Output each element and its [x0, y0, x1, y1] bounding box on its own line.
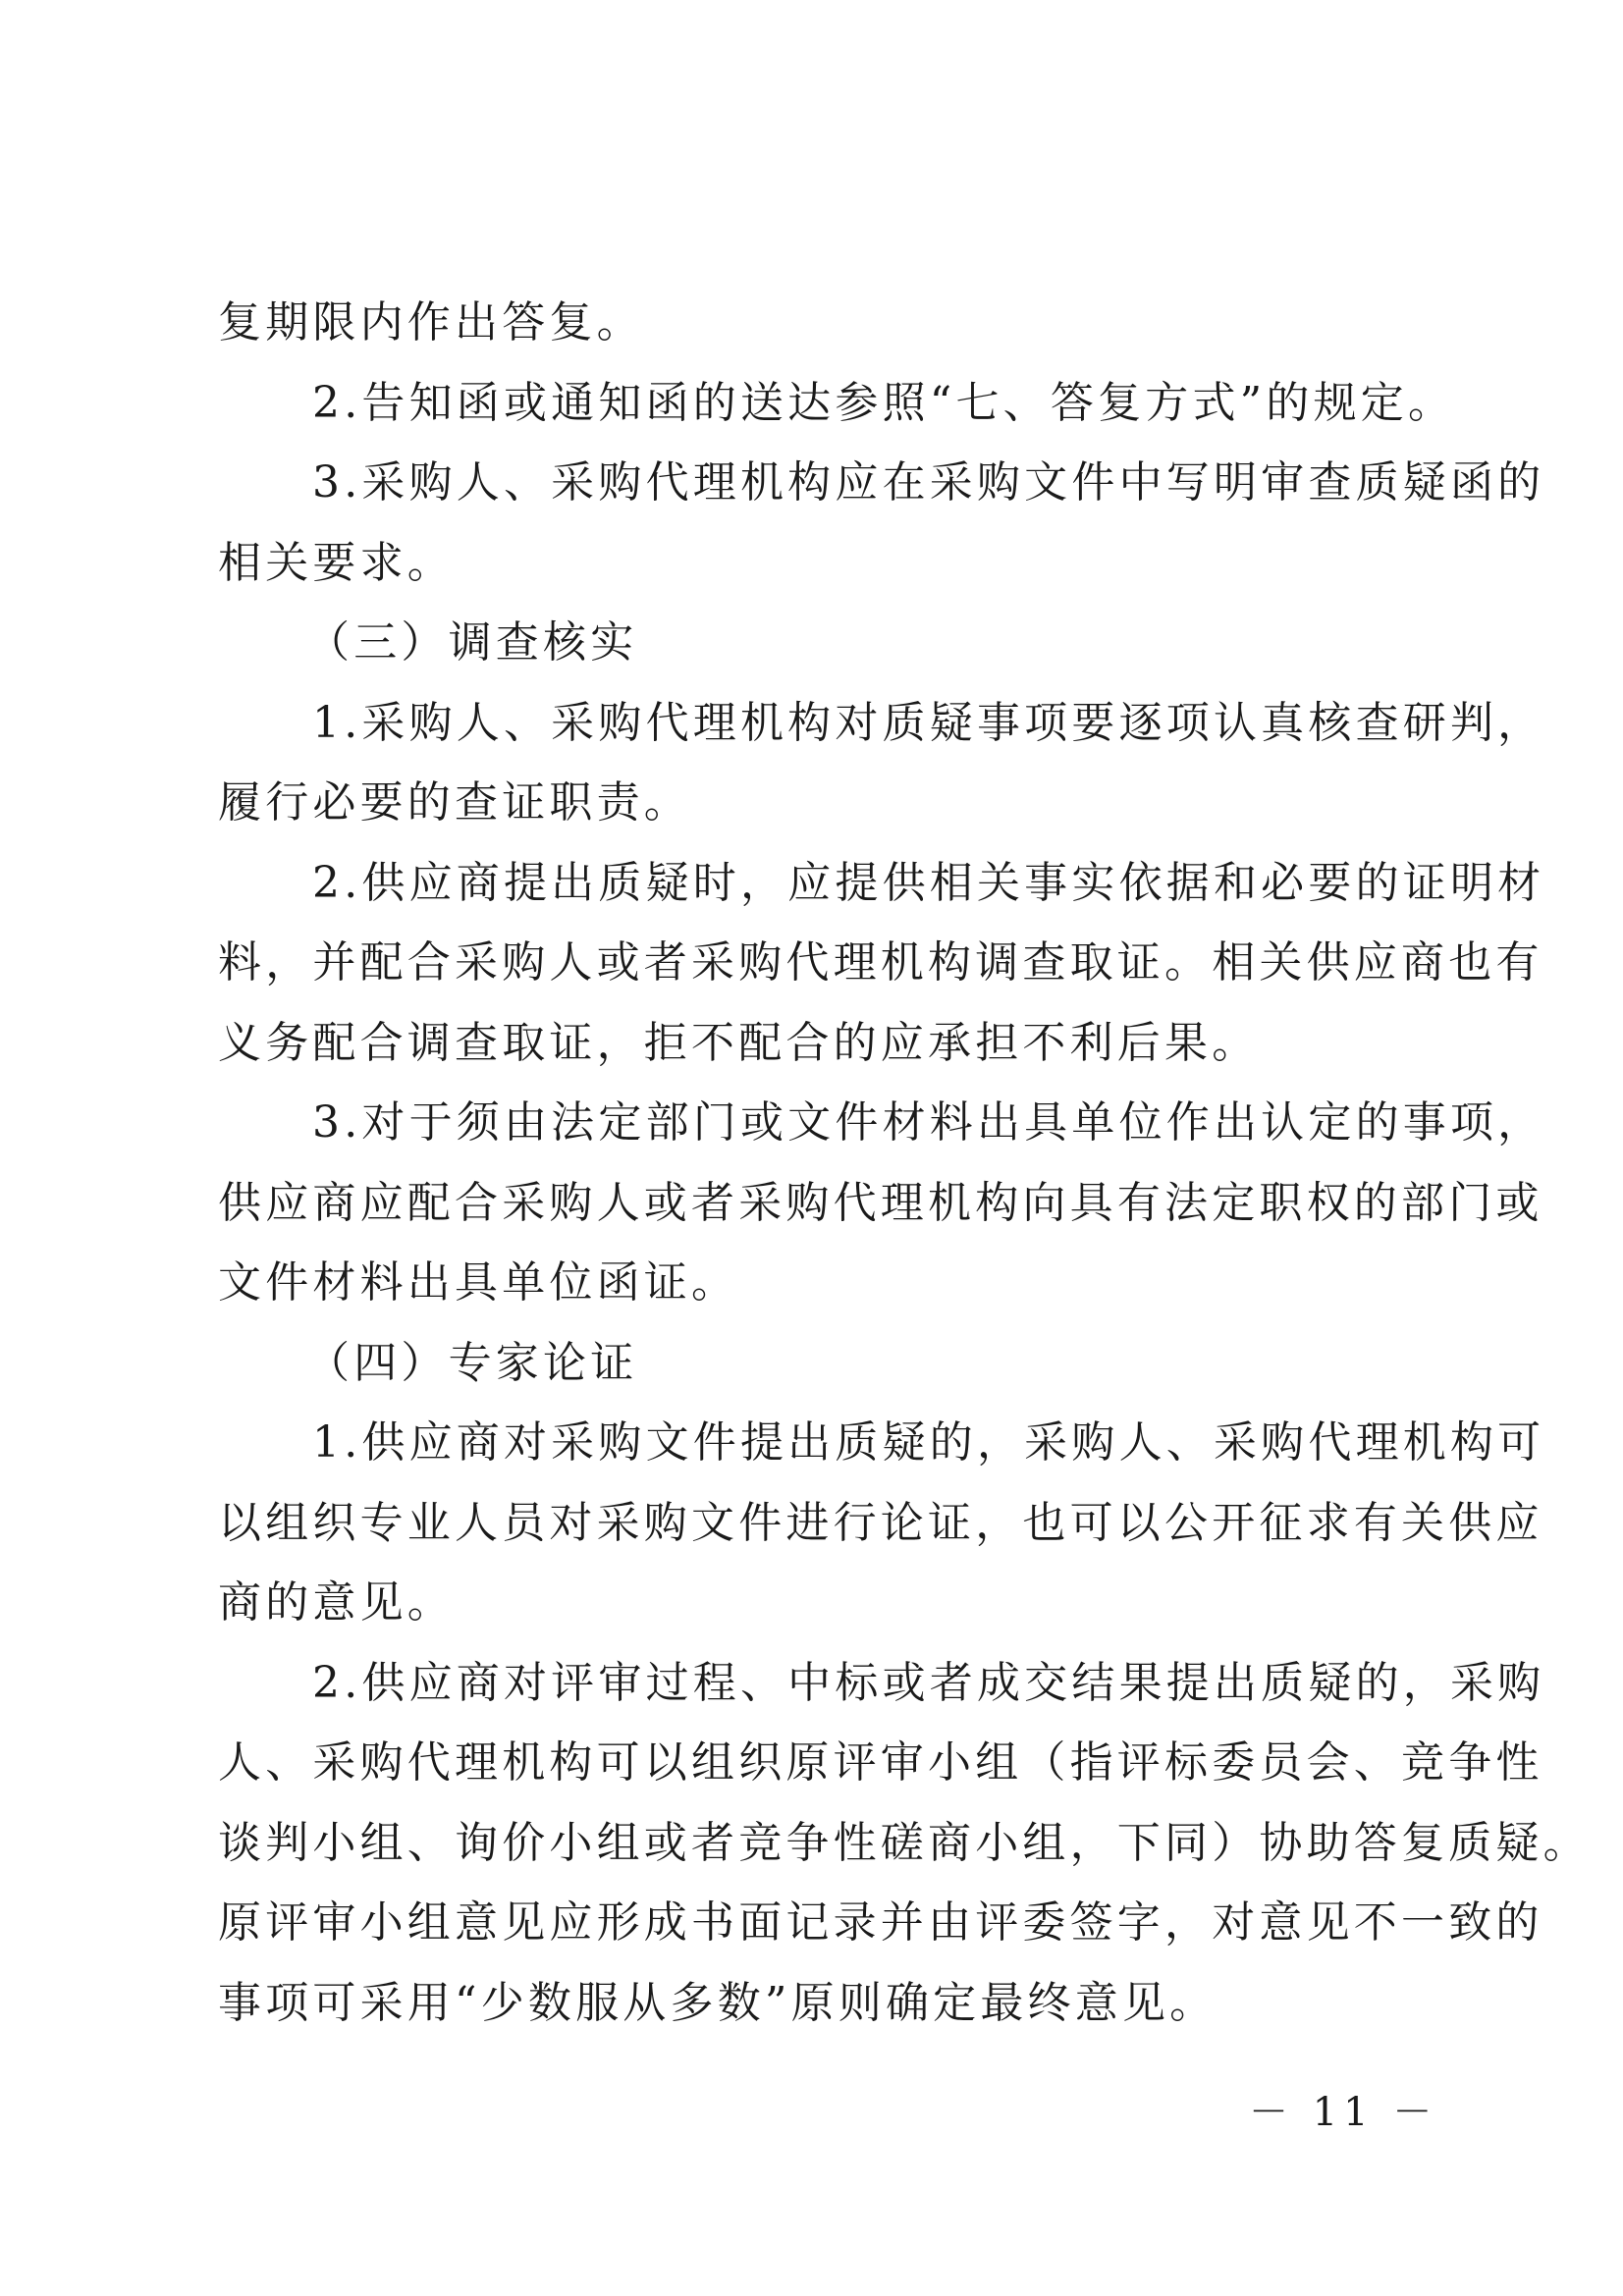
section-heading: （四）专家论证 [306, 1337, 638, 1388]
body-text [218, 283, 1591, 2043]
text-line: 3.对于须由法定部门或文件材料出具单位作出认定的事项， [312, 1097, 1545, 1148]
text-line: 以组织专业人员对采购文件进行论证，也可以公开征求有关供应 [218, 1497, 1543, 1548]
text-line: 3.采购人、采购代理机构应在采购文件中写明审查质疑函的 [312, 457, 1545, 507]
text-line: 谈判小组、询价小组或者竞争性磋商小组，下同）协助答复质疑。 [218, 1817, 1591, 1868]
text-line: 料，并配合采购人或者采购代理机构调查取证。相关供应商也有 [218, 937, 1543, 988]
text-line: 事项可采用“少数服从多数”原则确定最终意见。 [218, 1977, 1217, 2028]
text-line: 文件材料出具单位函证。 [218, 1257, 739, 1308]
text-line: 供应商应配合采购人或者采购代理机构向具有法定职权的部门或 [218, 1177, 1543, 1228]
text-line: 2.供应商提出质疑时，应提供相关事实依据和必要的证明材 [312, 857, 1545, 908]
text-line: 相关要求。 [218, 537, 455, 588]
section-heading: （三）调查核实 [306, 617, 638, 667]
text-line: 义务配合调查取证，拒不配合的应承担不利后果。 [218, 1017, 1260, 1068]
text-line: 原评审小组意见应形成书面记录并由评委签字，对意见不一致的 [218, 1897, 1543, 1948]
text-line: 商的意见。 [218, 1577, 455, 1628]
text-line: 履行必要的查证职责。 [218, 777, 691, 828]
text-line: 1.采购人、采购代理机构对质疑事项要逐项认真核查研判， [312, 697, 1545, 748]
text-line: 复期限内作出答复。 [218, 297, 644, 347]
text-line: 1.供应商对采购文件提出质疑的，采购人、采购代理机构可 [312, 1417, 1545, 1468]
page-number: － 11 － [1249, 2090, 1438, 2135]
text-line: 2.告知函或通知函的送达参照“七、答复方式”的规定。 [312, 377, 1456, 428]
text-line: 2.供应商对评审过程、中标或者成交结果提出质疑的，采购 [312, 1657, 1545, 1708]
text-line: 人、采购代理机构可以组织原评审小组（指评标委员会、竞争性 [218, 1737, 1543, 1788]
